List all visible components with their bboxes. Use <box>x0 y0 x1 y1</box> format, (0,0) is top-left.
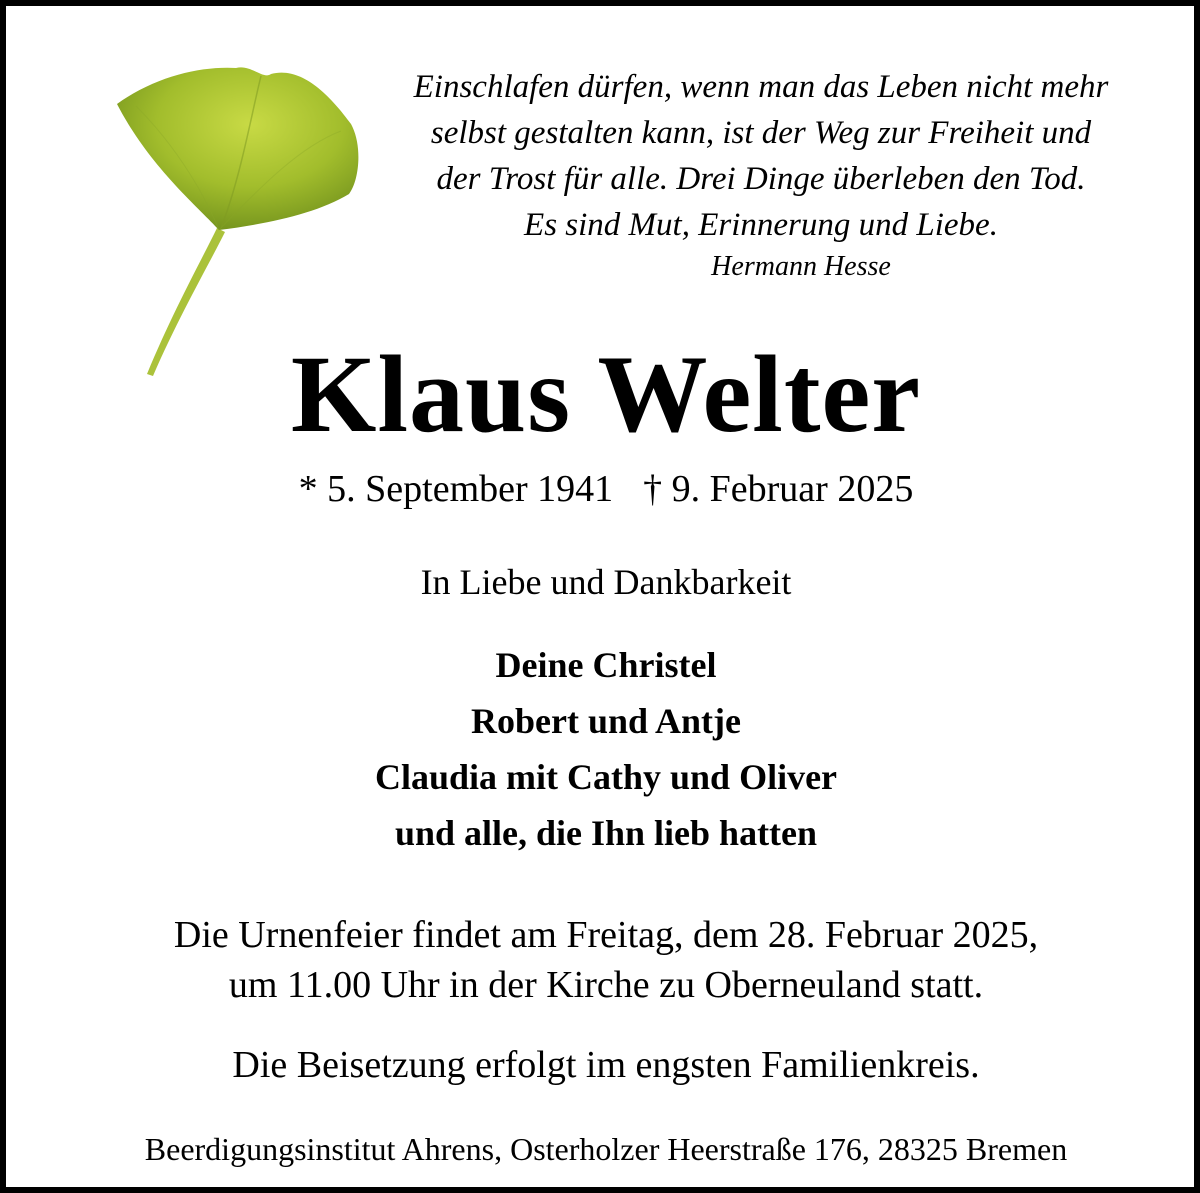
mourner-line: Claudia mit Cathy und Oliver <box>374 757 838 797</box>
mourner-line: und alle, die Ihn lieb hatten <box>394 813 818 853</box>
mourners-list <box>6 637 1200 861</box>
ceremony-line: Die Urnenfeier findet am Freitag, dem 28. Februar 2025, <box>173 914 1039 956</box>
quote-line: Einschlafen dürfen, wenn man das Leben nicht mehr <box>413 69 1109 105</box>
quote-author: Hermann Hesse <box>711 251 891 282</box>
quote-line: selbst gestalten kann, ist der Weg zur Freiheit und <box>430 115 1092 151</box>
deceased-name: Klaus Welter <box>290 333 922 455</box>
quote-line: Es sind Mut, Erinnerung und Liebe. <box>524 207 998 243</box>
undertaker-info: Beerdigungsinstitut Ahrens, Osterholzer Heerstraße 176, 28325 Bremen <box>144 1131 1068 1167</box>
death-date: † 9. Februar 2025 <box>643 468 914 510</box>
ceremony-info <box>6 910 1200 1010</box>
quote-line: der Trost für alle. Drei Dinge überleben den Tod. <box>436 161 1086 197</box>
mourner-line: Deine Christel <box>495 645 717 685</box>
burial-info: Die Beisetzung erfolgt im engsten Familienkreis. <box>232 1044 980 1086</box>
quote-text <box>356 64 1166 248</box>
birth-date: * 5. September 1941 <box>298 468 614 510</box>
dedication: In Liebe und Dankbarkeit <box>420 562 792 602</box>
mourner-line: Robert und Antje <box>470 701 742 741</box>
life-dates <box>6 464 1200 514</box>
ceremony-line: um 11.00 Uhr in der Kirche zu Oberneuland statt. <box>228 964 984 1006</box>
